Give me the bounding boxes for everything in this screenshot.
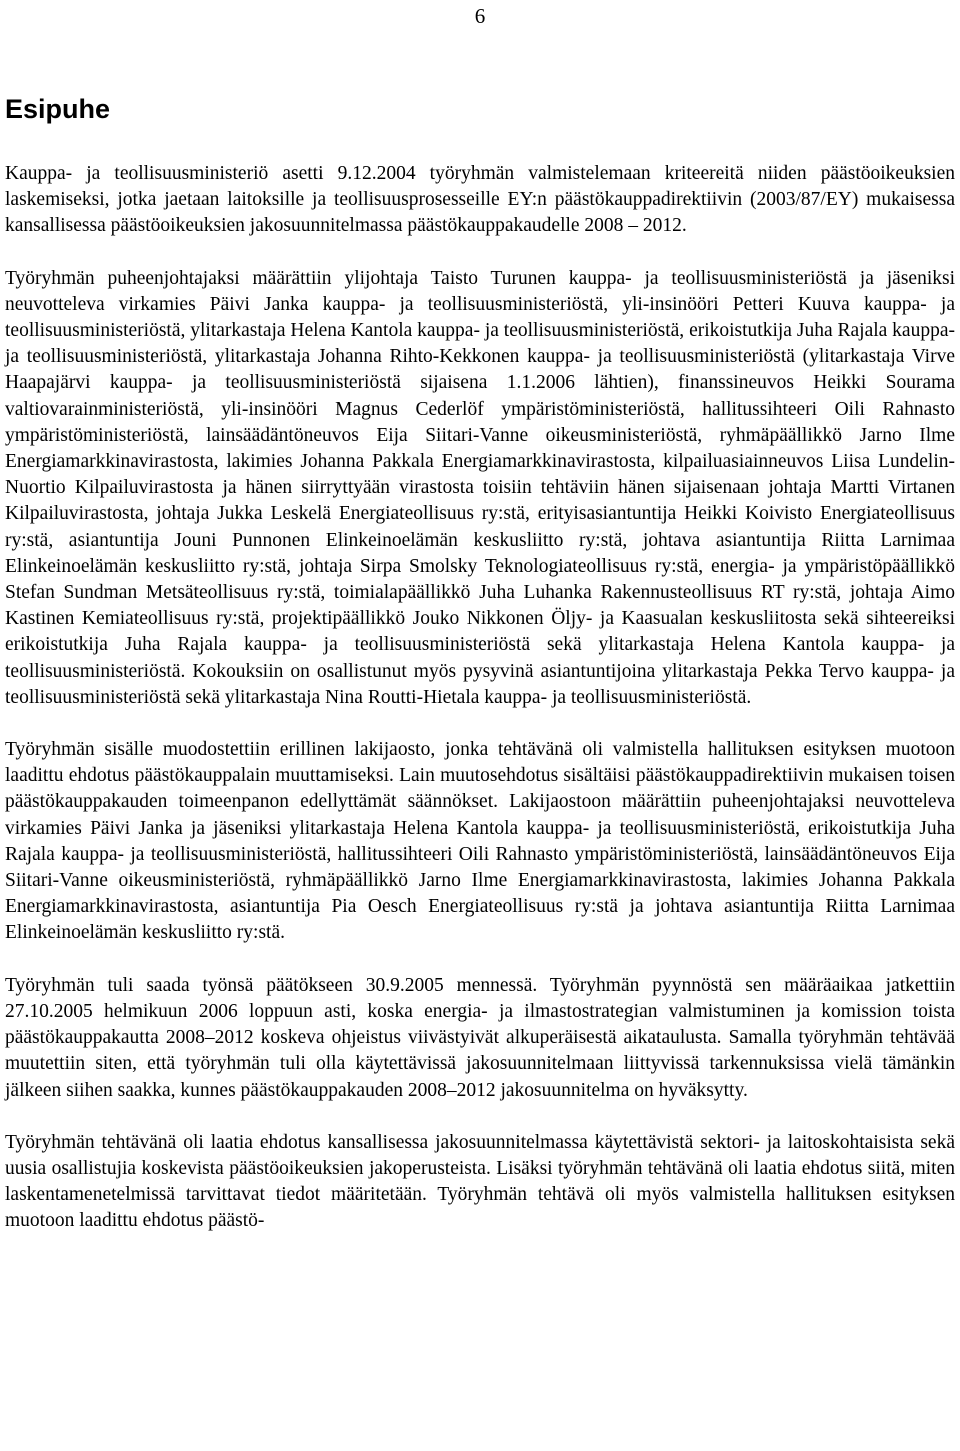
- paragraph-intro: Kauppa- ja teollisuusministeriö asetti 9.12.2004 työryhmän valmistelemaan kriteereitä niiden päästöoikeuksien laskemiseksi, jotka jaetaan laitoksille ja teollisuusprosesseille EY:n päästökauppadirektiivin (2003/87/EY) mukaisessa kansallisessa päästöoikeuksien jakosuunnitelmassa päästökauppakaudelle 2008 – 2012.: [5, 163, 955, 237]
- paragraph-members: Työryhmän puheenjohtajaksi määrättiin ylijohtaja Taisto Turunen kauppa- ja teollisuusministeriöstä ja jäseniksi neuvotteleva virkamies Päivi Janka kauppa- ja teollisuusministeriöstä, yli-insinööri Petteri Kuuva kauppa- ja teollisuusministeriöstä, ylitarkastaja Helena Kantola kauppa- ja teollisuusministeriöstä, erikoistutkija Juha Rajala kauppa- ja teollisuusministeriöstä, ylitarkastaja Johanna Rihto-Kekkonen kauppa- ja teollisuusministeriöstä (ylitarkastaja Virve Haapajärvi kauppa- ja teollisuusministeriöstä sijaisena 1.1.2006 lähtien), finanssineuvos Heikki Sourama valtiovarainministeriöstä, yli-insinööri Magnus Cederlöf ympäristöministeriöstä, hallitussihteeri Oili Rahnasto ympäristöministeriöstä, lainsäädäntöneuvos Eija Siitari-Vanne oikeusministeriöstä, ryhmäpäällikkö Jarno Ilme Energiamarkkinavirastosta, lakimies Johanna Pakkala Energiamarkkinavirastosta, kilpailuasiainneuvos Liisa Lundelin-Nuortio Kilpailuvirastosta ja hänen siirryttyään virastosta toisiin tehtäviin hänen sijaisenaan johtaja Martti Virtanen Kilpailuvirastosta, johtaja Jukka Leskelä Energiateollisuus ry:stä, erityisasiantuntija Heikki Koivisto Energiateollisuus ry:stä, asiantuntija Jouni Punnonen Elinkeinoelämän keskusliitto ry:stä, johtava asiantuntija Riitta Larnimaa Elinkeinoelämän keskusliitto ry:stä, johtaja Sirpa Smolsky Teknologiateollisuus ry:stä, energia- ja ympäristöpäällikkö Stefan Sundman Metsäteollisuus ry:stä, toimialapäällikkö Juha Luhanka Rakennusteollisuus RT ry:stä, johtaja Aimo Kastinen Kemiateollisuus ry:stä, projektipäällikkö Jouko Nikkonen Öljy- ja Kaasualan keskusliitosta sekä sihteereiksi erikoistutkija Juha Rajala kauppa- ja teollisuusministeriöstä sekä ylitarkastaja Helena Kantola kauppa- ja teollisuusministeriöstä. Kokouksiin on osallistunut myös pysyvinä asiantuntijoina ylitarkastaja Pekka Tervo kauppa- ja teollisuusministeriöstä sekä ylitarkastaja Nina Routti-Hietala kauppa- ja teollisuusministeriöstä.: [5, 267, 955, 708]
- paragraph-schedule: Työryhmän tuli saada työnsä päätökseen 30.9.2005 mennessä. Työryhmän pyynnöstä sen määräaikaa jatkettiin 27.10.2005 helmikuun 2006 loppuun asti, koska energia- ja ilmastostrategian valmistuminen ja komission toista päästökauppakautta 2008–2012 koskeva ohjeistus viivästyivät alkuperäisestä aikataulusta. Samalla työryhmän tehtävää muutettiin siten, että työryhmän tuli olla käytettävissä jakosuunnitelmaan liittyvissä tarkennuksissa vielä tämänkin jälkeen siihen saakka, kunnes päästökauppakauden 2008–2012 jakosuunnitelma on hyväksytty.: [5, 974, 955, 1101]
- paragraph-law-section: Työryhmän sisälle muodostettiin erillinen lakijaosto, jonka tehtävänä oli valmistella hallituksen esityksen muotoon laadittu ehdotus päästökauppalain muuttamiseksi. Lain muutosehdotus sisältäisi päästökauppadirektiivin mukaisen toisen päästökauppakauden toimeenpanon edellyttämät säännökset. Lakijaostoon määrättiin puheenjohtajaksi neuvotteleva virkamies Päivi Janka ja jäseniksi ylitarkastaja Helena Kantola kauppa- ja teollisuusministeriöstä, erikoistutkija Juha Rajala kauppa- ja teollisuusministeriöstä, hallitussihteeri Oili Rahnasto ympäristöministeriöstä, lainsäädäntöneuvos Eija Siitari-Vanne oikeusministeriöstä, ryhmäpäällikkö Jarno Ilme Energiamarkkinavirastosta, lakimies Johanna Pakkala Energiamarkkinavirastosta, asiantuntija Pia Oesch Energiateollisuus ry:stä ja johtava asiantuntija Riitta Larnimaa Elinkeinoelämän keskusliitto ry:stä.: [5, 739, 955, 944]
- body-text: [5, 161, 955, 1261]
- page-title: Esipuhe: [5, 94, 111, 124]
- paragraph-tasks: Työryhmän tehtävänä oli laatia ehdotus kansallisessa jakosuunnitelmassa käytettävistä sektori- ja laitoskohtaisista sekä uusia osallistujia koskevista päästöoikeuksien jakoperusteista. Lisäksi työryhmän tehtävänä oli laatia ehdotus siitä, miten laskentamenetelmissä tarvittavat tiedot määritetään. Työryhmän tehtävä oli myös valmistella hallituksen esityksen muotoon laadittu ehdotus päästö-: [5, 1131, 955, 1232]
- page-number: 6: [474, 4, 486, 28]
